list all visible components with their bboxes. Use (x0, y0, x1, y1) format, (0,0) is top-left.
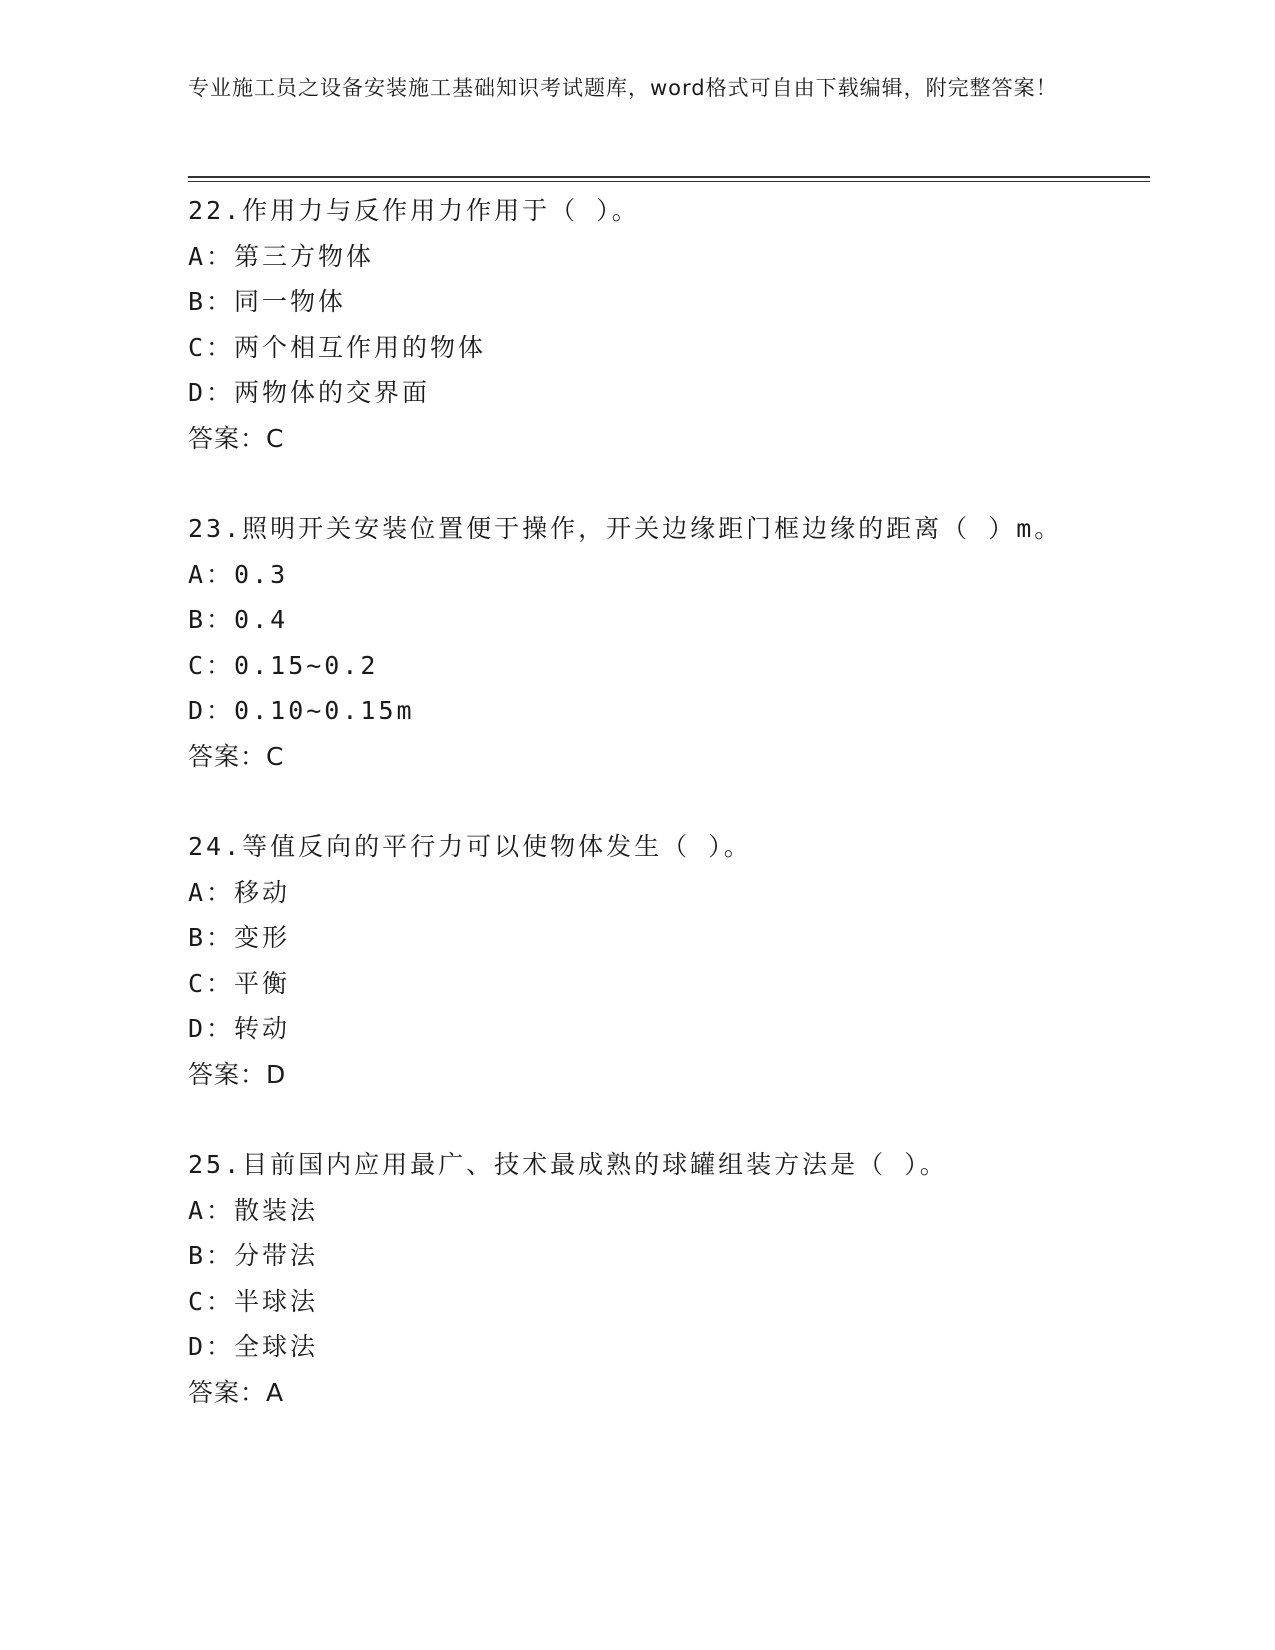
option-b: B：0.4 (188, 605, 289, 634)
option-c: C：平衡 (188, 968, 291, 998)
question-text: 等值反向的平行力可以使物体发生（ ）。 (242, 832, 752, 861)
answer-line: 答案：A (188, 1377, 285, 1407)
header-divider-thick (188, 176, 1150, 178)
option-b: B：变形 (188, 923, 291, 952)
option-b: B：同一物体 (188, 287, 347, 316)
question-text: 照明开关安装位置便于操作，开关边缘距门框边缘的距离（ ）m。 (242, 514, 1063, 543)
question-23 (188, 506, 1150, 824)
option-d: D：0.10~0.15m (188, 696, 415, 725)
option-a: A：第三方物体 (188, 241, 375, 271)
option-a: A：移动 (188, 877, 291, 907)
option-a: A：散装法 (188, 1195, 319, 1225)
question-stem (188, 1142, 1150, 1188)
question-text: 作用力与反作用力作用于（ ）。 (242, 196, 640, 225)
document-header (188, 72, 1068, 104)
question-25 (188, 1142, 1150, 1460)
question-number: 24. (188, 832, 243, 861)
question-list (188, 188, 1150, 1460)
answer-line: 答案：D (188, 1059, 287, 1089)
header-title: 专业施工员之设备安装施工基础知识考试题库，word格式可自由下载编辑，附完整答案！ (188, 76, 1058, 100)
option-d: D：全球法 (188, 1332, 319, 1361)
question-number: 23. (188, 514, 243, 543)
header-divider-thin (188, 181, 1150, 182)
answer-line: 答案：C (188, 423, 285, 453)
question-stem (188, 506, 1150, 552)
question-stem (188, 188, 1150, 234)
question-22 (188, 188, 1150, 506)
option-d: D：转动 (188, 1014, 291, 1043)
option-b: B：分带法 (188, 1241, 319, 1270)
answer-line: 答案：C (188, 741, 285, 771)
question-number: 22. (188, 196, 243, 225)
option-c: C：两个相互作用的物体 (188, 332, 487, 362)
option-d: D：两物体的交界面 (188, 378, 431, 407)
option-a: A：0.3 (188, 559, 289, 589)
question-text: 目前国内应用最广、技术最成熟的球罐组装方法是（ ）。 (242, 1150, 948, 1179)
question-stem (188, 824, 1150, 870)
option-c: C：0.15~0.2 (188, 650, 379, 680)
question-24 (188, 824, 1150, 1142)
question-number: 25. (188, 1150, 243, 1179)
option-c: C：半球法 (188, 1286, 319, 1316)
